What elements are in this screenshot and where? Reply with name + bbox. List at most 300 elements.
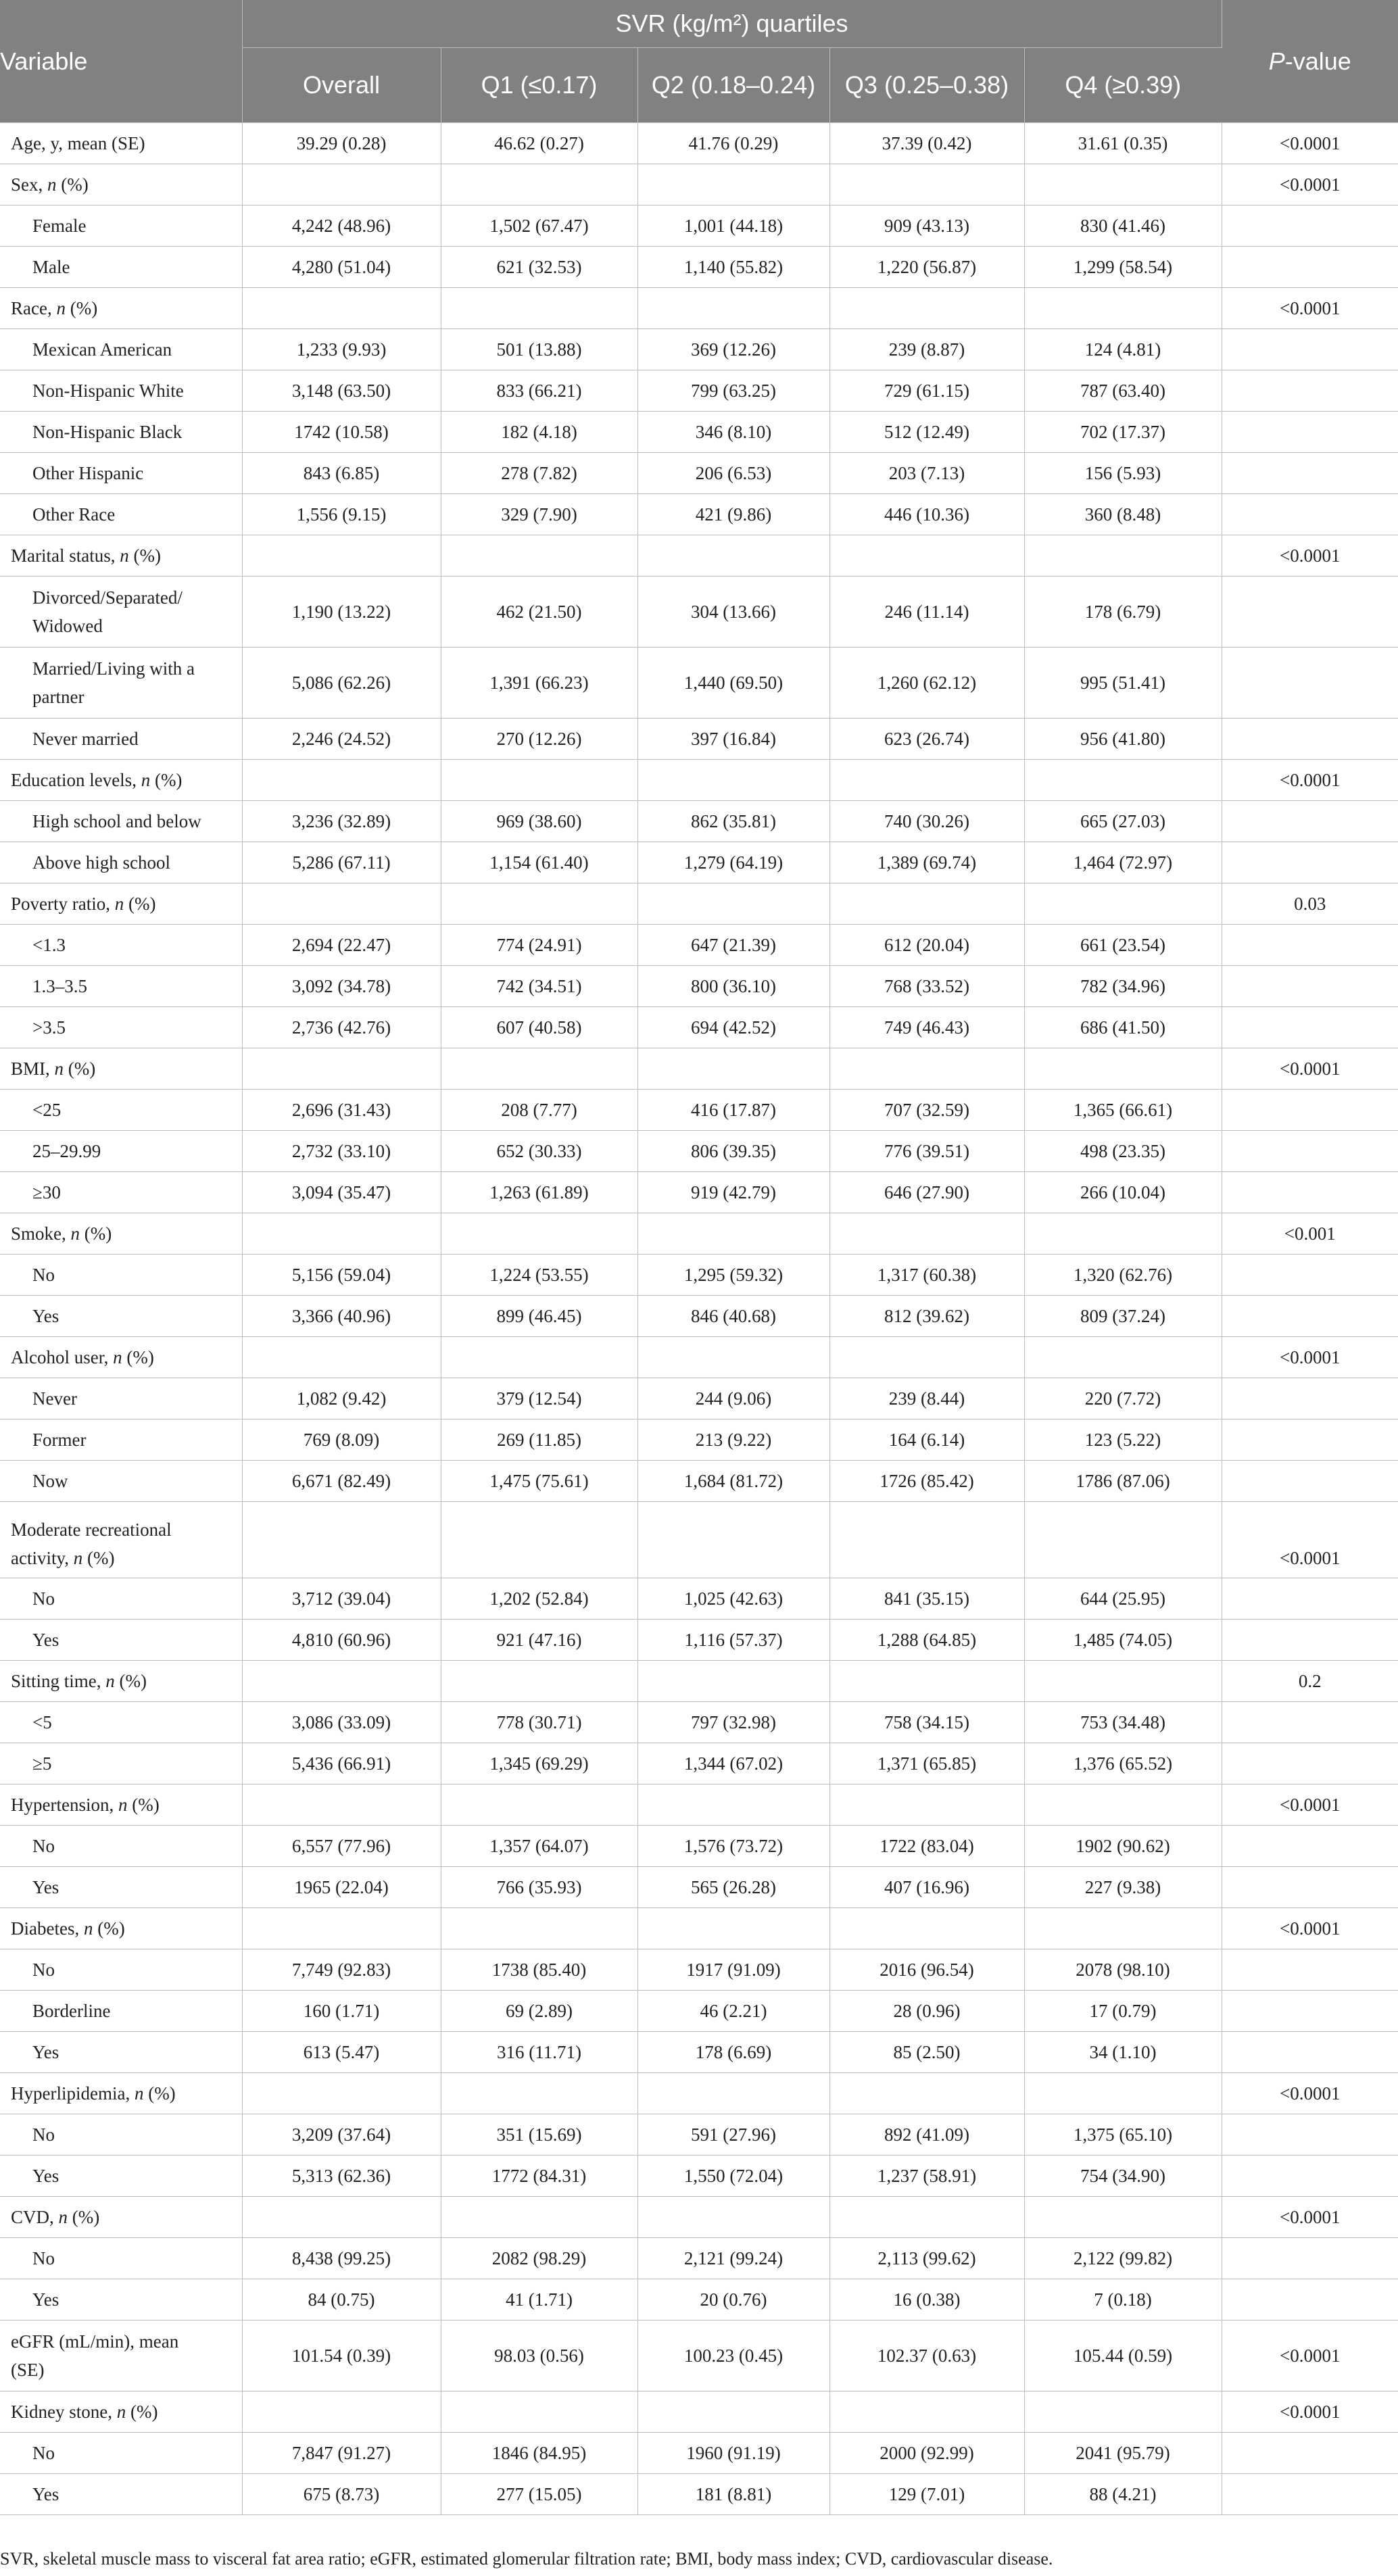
row-label-suffix: (%) [128,545,161,566]
cell-q4 [1024,760,1222,801]
cell-q2 [637,1213,829,1255]
cell-q3 [829,535,1024,577]
cell-overall: 3,366 (40.96) [242,1296,441,1337]
cell-pvalue [1222,2032,1398,2073]
cell-q2: 1,344 (67.02) [637,1743,829,1784]
table-row-variable [0,123,1398,164]
row-label [0,883,242,925]
cell-q1: 277 (15.05) [441,2474,637,2515]
row-label-text: Age, y, mean (SE) [11,133,145,153]
row-label [0,1620,242,1661]
cell-pvalue: <0.0001 [1222,2391,1398,2433]
cell-q3: 2000 (92.99) [829,2433,1024,2474]
row-label [0,1949,242,1991]
cell-q3 [829,2197,1024,2238]
cell-q2: 797 (32.98) [637,1702,829,1743]
row-label [0,1337,242,1378]
cell-q3 [829,1048,1024,1090]
cell-pvalue [1222,1296,1398,1337]
cell-q4: 123 (5.22) [1024,1419,1222,1461]
cell-q3: 1,288 (64.85) [829,1620,1024,1661]
cell-q4 [1024,2073,1222,2114]
row-label [0,1578,242,1620]
cell-q3: 1,389 (69.74) [829,842,1024,883]
cell-q4 [1024,1213,1222,1255]
cell-q1: 208 (7.77) [441,1090,637,1131]
cell-pvalue [1222,247,1398,288]
cell-q2: 100.23 (0.45) [637,2320,829,2391]
cell-pvalue [1222,925,1398,966]
cell-pvalue [1222,719,1398,760]
cell-q1: 329 (7.90) [441,494,637,535]
cell-overall: 3,712 (39.04) [242,1578,441,1620]
cell-overall: 3,209 (37.64) [242,2114,441,2156]
cell-pvalue [1222,1702,1398,1743]
table-row-variable [0,2320,1398,2391]
cell-q2: 1,001 (44.18) [637,205,829,247]
cell-overall [242,1048,441,1090]
row-label-text: Mexican American [32,339,172,360]
cell-q1: 1772 (84.31) [441,2156,637,2197]
table-row-subcategory [0,329,1398,370]
table-row-subcategory [0,1949,1398,1991]
table-row-subcategory [0,1419,1398,1461]
cell-q4: 156 (5.93) [1024,453,1222,494]
row-label-text: Sex, [11,174,47,195]
cell-pvalue [1222,1172,1398,1213]
row-label [0,370,242,412]
row-label-text: <1.3 [32,935,66,955]
cell-q1 [441,2197,637,2238]
row-label [0,164,242,205]
cell-q1: 182 (4.18) [441,412,637,453]
row-label-text: No [32,1265,55,1285]
cell-pvalue [1222,1378,1398,1419]
table-row-subcategory [0,1991,1398,2032]
cell-q1 [441,1048,637,1090]
table-row-subcategory [0,1378,1398,1419]
row-label-text: No [32,1960,55,1980]
table-row-variable [0,1213,1398,1255]
column-header-overall: Overall [242,48,441,123]
cell-q1 [441,535,637,577]
cell-q2: 1,684 (81.72) [637,1461,829,1502]
cell-q2: 1,140 (55.82) [637,247,829,288]
cell-q3: 812 (39.62) [829,1296,1024,1337]
row-label-italic: n [73,1548,83,1568]
cell-pvalue [1222,966,1398,1007]
row-label-italic: n [54,1059,64,1079]
row-label-text: Smoke, [11,1223,71,1244]
row-label [0,2320,242,2391]
cell-overall: 5,313 (62.36) [242,2156,441,2197]
cell-pvalue [1222,2156,1398,2197]
cell-q3 [829,760,1024,801]
pvalue-column-header [1222,0,1398,123]
cell-overall: 675 (8.73) [242,2474,441,2515]
cell-q1 [441,1784,637,1826]
cell-pvalue [1222,1131,1398,1172]
row-label-text: Male [32,257,70,277]
cell-q2 [637,164,829,205]
cell-overall: 6,671 (82.49) [242,1461,441,1502]
row-label-suffix: (%) [64,1059,96,1079]
table-row-subcategory [0,2032,1398,2073]
cell-q1: 501 (13.88) [441,329,637,370]
cell-q1: 98.03 (0.56) [441,2320,637,2391]
cell-q3 [829,2073,1024,2114]
cell-q2 [637,1048,829,1090]
cell-q1: 1,502 (67.47) [441,205,637,247]
cell-overall: 1965 (22.04) [242,1867,441,1908]
table-row-variable [0,1908,1398,1949]
row-label-text: Yes [32,2042,59,2062]
cell-q1: 351 (15.69) [441,2114,637,2156]
row-label-text: ≥30 [32,1182,61,1202]
cell-q2: 647 (21.39) [637,925,829,966]
cell-q4: 787 (63.40) [1024,370,1222,412]
row-label-text: Sitting time, [11,1671,106,1691]
row-label-text: Married/Living with a [32,658,195,679]
row-label [0,1048,242,1090]
row-label-text: Yes [32,2166,59,2186]
row-label-text: Diabetes, [11,1918,84,1939]
cell-q4: 1,365 (66.61) [1024,1090,1222,1131]
cell-q4: 227 (9.38) [1024,1867,1222,1908]
table-row-subcategory [0,1826,1398,1867]
cell-q2: 1960 (91.19) [637,2433,829,2474]
row-label-text: ≥5 [32,1753,52,1774]
cell-q4: 830 (41.46) [1024,205,1222,247]
table-row-variable [0,1502,1398,1578]
row-label [0,2391,242,2433]
cell-q2: 206 (6.53) [637,453,829,494]
row-label [0,1867,242,1908]
cell-q2 [637,1784,829,1826]
table-row-subcategory [0,1702,1398,1743]
cell-pvalue: 0.03 [1222,883,1398,925]
cell-q1 [441,2391,637,2433]
table-row-subcategory [0,925,1398,966]
row-label-text: Above high school [32,852,170,873]
cell-q1 [441,883,637,925]
cell-q1: 921 (47.16) [441,1620,637,1661]
cell-q4: 2078 (98.10) [1024,1949,1222,1991]
cell-q4 [1024,288,1222,329]
row-label-text: Yes [32,2289,59,2310]
cell-q4: 702 (17.37) [1024,412,1222,453]
cell-q2: 1,440 (69.50) [637,648,829,719]
cell-q3 [829,288,1024,329]
cell-q3: 768 (33.52) [829,966,1024,1007]
row-label [0,1172,242,1213]
table-row-subcategory [0,412,1398,453]
row-label-italic: n [56,298,66,318]
row-label-text: Yes [32,1630,59,1650]
cell-pvalue: <0.001 [1222,1213,1398,1255]
cell-q2: 244 (9.06) [637,1378,829,1419]
cell-q4: 124 (4.81) [1024,329,1222,370]
table-row-variable [0,1661,1398,1702]
row-label-text: No [32,1588,55,1609]
row-label-text-line2: Widowed [32,616,103,636]
row-label-text: High school and below [32,811,201,831]
cell-overall [242,1213,441,1255]
row-label-text: Divorced/Separated/ [32,587,183,608]
cell-q1: 1,202 (52.84) [441,1578,637,1620]
cell-pvalue [1222,1620,1398,1661]
svr-quartiles-group-header: SVR (kg/m²) quartiles [242,0,1222,48]
row-label [0,2197,242,2238]
cell-overall [242,2073,441,2114]
cell-q2: 1917 (91.09) [637,1949,829,1991]
row-label-text: Other Race [32,504,116,525]
cell-q3: 1,237 (58.91) [829,2156,1024,2197]
cell-q3 [829,1337,1024,1378]
cell-overall: 1742 (10.58) [242,412,441,453]
row-label-suffix: (%) [82,1548,115,1568]
cell-q3: 707 (32.59) [829,1090,1024,1131]
row-label-text: Education levels, [11,770,141,790]
cell-overall: 101.54 (0.39) [242,2320,441,2391]
cell-overall: 2,246 (24.52) [242,719,441,760]
cell-overall: 6,557 (77.96) [242,1826,441,1867]
cell-q1 [441,1908,637,1949]
cell-pvalue [1222,412,1398,453]
row-label [0,2238,242,2279]
row-label [0,2114,242,2156]
cell-q1: 1,154 (61.40) [441,842,637,883]
cell-q2: 304 (13.66) [637,577,829,648]
row-label [0,2073,242,2114]
cell-q1: 278 (7.82) [441,453,637,494]
cell-pvalue: <0.0001 [1222,2197,1398,2238]
row-label-text: 25–29.99 [32,1141,101,1161]
row-label [0,1991,242,2032]
cell-q1 [441,164,637,205]
row-label-text-line2: partner [32,687,85,707]
row-label-italic: n [134,2083,144,2104]
table-header [0,0,1398,123]
cell-q4: 753 (34.48) [1024,1702,1222,1743]
row-label [0,2433,242,2474]
cell-q2: 46 (2.21) [637,1991,829,2032]
row-label [0,577,242,648]
row-label-italic: n [114,894,124,914]
pvalue-italic-letter: P [1268,47,1285,75]
cell-q3: 164 (6.14) [829,1419,1024,1461]
row-label [0,1090,242,1131]
cell-q4: 995 (51.41) [1024,648,1222,719]
cell-pvalue: <0.0001 [1222,164,1398,205]
cell-q1: 1846 (84.95) [441,2433,637,2474]
cell-q3: 749 (46.43) [829,1007,1024,1048]
cell-overall [242,164,441,205]
cell-overall: 1,556 (9.15) [242,494,441,535]
table-row-subcategory [0,370,1398,412]
cell-overall: 2,736 (42.76) [242,1007,441,1048]
cell-pvalue: <0.0001 [1222,1502,1398,1578]
cell-q3 [829,164,1024,205]
cell-q3 [829,1502,1024,1578]
cell-q4 [1024,2197,1222,2238]
cell-q2: 919 (42.79) [637,1172,829,1213]
table-row-variable [0,1784,1398,1826]
cell-pvalue [1222,1007,1398,1048]
cell-q1: 379 (12.54) [441,1378,637,1419]
cell-q3 [829,1661,1024,1702]
row-label [0,1826,242,1867]
row-label [0,1419,242,1461]
cell-pvalue: <0.0001 [1222,1784,1398,1826]
row-label [0,288,242,329]
cell-pvalue [1222,2279,1398,2320]
cell-q3 [829,1784,1024,1826]
cell-overall: 1,082 (9.42) [242,1378,441,1419]
row-label [0,2279,242,2320]
cell-overall: 843 (6.85) [242,453,441,494]
row-label-italic: n [83,1918,93,1939]
cell-q2 [637,1502,829,1578]
cell-q1: 607 (40.58) [441,1007,637,1048]
cell-q4: 1,376 (65.52) [1024,1743,1222,1784]
cell-pvalue: <0.0001 [1222,1908,1398,1949]
cell-pvalue [1222,1991,1398,2032]
cell-pvalue [1222,1419,1398,1461]
table-row-variable [0,2197,1398,2238]
cell-q3: 1,260 (62.12) [829,648,1024,719]
pvalue-suffix: -value [1284,47,1351,75]
row-label-suffix: (%) [124,894,156,914]
cell-overall: 1,233 (9.93) [242,329,441,370]
cell-q4: 956 (41.80) [1024,719,1222,760]
cell-q4: 498 (23.35) [1024,1131,1222,1172]
cell-pvalue [1222,2238,1398,2279]
cell-q3: 446 (10.36) [829,494,1024,535]
row-label [0,648,242,719]
cell-q2: 178 (6.69) [637,2032,829,2073]
cell-q1: 1,475 (75.61) [441,1461,637,1502]
row-label [0,329,242,370]
row-label-text: Never [32,1388,77,1409]
cell-q2: 591 (27.96) [637,2114,829,2156]
cell-q3: 1,371 (65.85) [829,1743,1024,1784]
row-label-text: Female [32,216,87,236]
row-label-text: <5 [32,1712,52,1732]
cell-q1: 652 (30.33) [441,1131,637,1172]
row-label [0,535,242,577]
cell-q2: 694 (42.52) [637,1007,829,1048]
column-header-q1: Q1 (≤0.17) [441,48,637,123]
cell-q3: 776 (39.51) [829,1131,1024,1172]
cell-q3: 407 (16.96) [829,1867,1024,1908]
cell-q2: 806 (39.35) [637,1131,829,1172]
row-label [0,1661,242,1702]
cell-q1: 833 (66.21) [441,370,637,412]
row-label-text: Kidney stone, [11,2402,117,2422]
cell-q1: 41 (1.71) [441,2279,637,2320]
cell-overall: 5,156 (59.04) [242,1255,441,1296]
cell-overall: 3,148 (63.50) [242,370,441,412]
table-body [0,123,1398,2515]
row-label [0,205,242,247]
cell-q3: 246 (11.14) [829,577,1024,648]
table-row-variable [0,2073,1398,2114]
row-label-italic: n [116,2402,126,2422]
row-label-suffix: (%) [93,1918,125,1939]
cell-q3: 239 (8.87) [829,329,1024,370]
table-row-subcategory [0,1867,1398,1908]
cell-q2 [637,2391,829,2433]
table-row-subcategory [0,2238,1398,2279]
cell-q2: 862 (35.81) [637,801,829,842]
row-label [0,494,242,535]
row-label-text: Moderate recreational [11,1520,172,1540]
cell-overall [242,883,441,925]
row-label [0,966,242,1007]
cell-q1: 1,345 (69.29) [441,1743,637,1784]
row-label-italic: n [58,2207,68,2227]
cell-q1: 1,357 (64.07) [441,1826,637,1867]
row-label-text: <25 [32,1100,62,1120]
cell-q4: 686 (41.50) [1024,1007,1222,1048]
row-label [0,925,242,966]
cell-q1: 969 (38.60) [441,801,637,842]
cell-pvalue [1222,494,1398,535]
row-label-text: Non-Hispanic Black [32,422,183,442]
cell-pvalue [1222,648,1398,719]
row-label-text: Non-Hispanic White [32,381,184,401]
row-label [0,1378,242,1419]
cell-pvalue [1222,1090,1398,1131]
cell-q3: 1,317 (60.38) [829,1255,1024,1296]
cell-q2: 181 (8.81) [637,2474,829,2515]
cell-pvalue [1222,329,1398,370]
cell-q4: 1786 (87.06) [1024,1461,1222,1502]
row-label-text-line2: activity, [11,1548,74,1568]
table-row-subcategory [0,2474,1398,2515]
cell-pvalue [1222,1867,1398,1908]
cell-pvalue: <0.0001 [1222,1337,1398,1378]
cell-q1: 1,391 (66.23) [441,648,637,719]
cell-overall [242,760,441,801]
cell-q4 [1024,2391,1222,2433]
cell-overall: 5,286 (67.11) [242,842,441,883]
table-row-subcategory [0,1743,1398,1784]
cell-q2: 421 (9.86) [637,494,829,535]
row-label-suffix: (%) [143,2083,176,2104]
cell-pvalue [1222,2474,1398,2515]
cell-q3: 239 (8.44) [829,1378,1024,1419]
cell-q1: 46.62 (0.27) [441,123,637,164]
row-label [0,247,242,288]
row-label [0,2032,242,2073]
cell-q2 [637,1908,829,1949]
column-header-q4: Q4 (≥0.39) [1024,48,1222,123]
cell-pvalue [1222,1255,1398,1296]
cell-overall: 5,436 (66.91) [242,1743,441,1784]
cell-q3 [829,2391,1024,2433]
row-label-suffix: (%) [68,2207,100,2227]
cell-q4: 178 (6.79) [1024,577,1222,648]
cell-pvalue [1222,2433,1398,2474]
cell-q2 [637,1337,829,1378]
table-row-subcategory [0,801,1398,842]
cell-pvalue: <0.0001 [1222,123,1398,164]
cell-q3 [829,1908,1024,1949]
row-label-suffix: (%) [80,1223,112,1244]
cell-overall: 4,280 (51.04) [242,247,441,288]
